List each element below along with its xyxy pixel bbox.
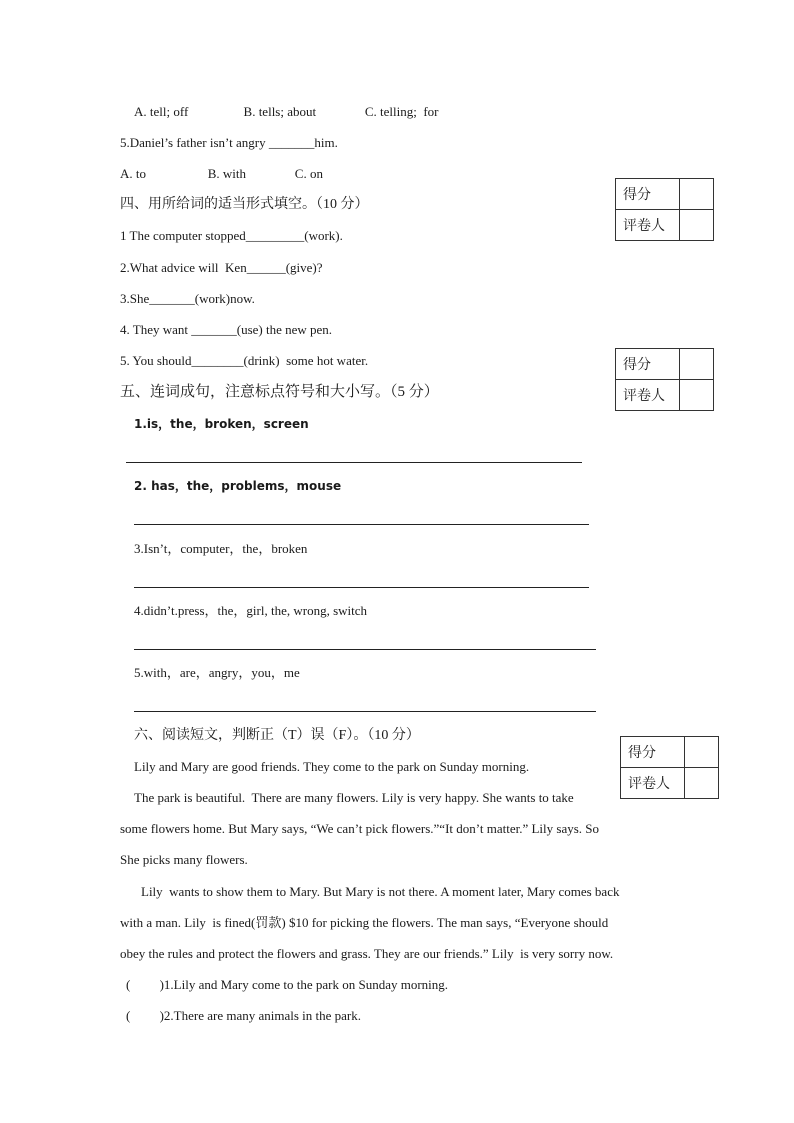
section5-title: 五、连词成句，注意标点符号和大小写。（5 分） (120, 384, 439, 400)
score-cell[interactable] (685, 737, 719, 768)
section4-item: 2.What advice will Ken______(give)? (120, 260, 323, 275)
score-label: 得分 (621, 737, 685, 768)
section6-title: 六、阅读短文，判断正（T）误（F）。（10 分） (134, 728, 420, 743)
answer-line[interactable] (134, 524, 589, 525)
q4-options: A. tell; off B. tells; about C. telling; for (134, 104, 439, 119)
section4-item: 4. They want _______(use) the new pen. (120, 322, 333, 337)
score-box (620, 736, 719, 799)
q5-stem: 5.Daniel’s father isn’t angry _______him. (120, 135, 338, 150)
answer-line[interactable] (126, 462, 582, 463)
grader-label: 评卷人 (621, 768, 685, 799)
section5-item: 5.with，are，angry，you，me (134, 665, 300, 680)
score-box (615, 178, 714, 241)
section5-item: 3.Isn’t，computer，the，broken (134, 541, 308, 556)
section4-title: 四、用所给词的适当形式填空。（10 分） (120, 197, 369, 212)
passage-line: obey the rules and protect the flowers and grass. They are our friends.” Lily is very sorry now. (120, 946, 614, 961)
passage-line: The park is beautiful. There are many flowers. Lily is very happy. She wants to take (134, 790, 574, 805)
score-box (615, 348, 714, 411)
score-cell[interactable] (680, 179, 714, 210)
passage-line: Lily wants to show them to Mary. But Mary is not there. A moment later, Mary comes back (141, 884, 620, 899)
grader-label: 评卷人 (616, 380, 680, 411)
section5-item: 4.didn’t.press，the，girl, the, wrong, switch (134, 603, 368, 618)
section4-item: 5. You should________(drink) some hot water. (120, 353, 369, 368)
grader-cell[interactable] (680, 210, 714, 241)
answer-line[interactable] (134, 649, 596, 650)
passage-line: She picks many flowers. (120, 852, 248, 867)
q5-options: A. to B. with C. on (120, 166, 323, 181)
score-cell[interactable] (680, 349, 714, 380)
passage-line: with a man. Lily is fined(罚款) $10 for picking the flowers. The man says, “Everyone should (120, 915, 609, 930)
section5-item: 1.is，the，broken，screen (134, 417, 309, 431)
tf-question[interactable]: ( )1.Lily and Mary come to the park on Sunday morning. (126, 977, 449, 992)
grader-cell[interactable] (685, 768, 719, 799)
section5-item: 2. has，the，problems，mouse (134, 479, 342, 493)
score-label: 得分 (616, 349, 680, 380)
section4-item: 3.She_______(work)now. (120, 291, 255, 306)
score-label: 得分 (616, 179, 680, 210)
passage-line: Lily and Mary are good friends. They come to the park on Sunday morning. (134, 759, 530, 774)
section4-item: 1 The computer stopped_________(work). (120, 228, 343, 243)
passage-line: some flowers home. But Mary says, “We can’t pick flowers.”“It don’t matter.” Lily says. So (120, 821, 600, 836)
grader-label: 评卷人 (616, 210, 680, 241)
answer-line[interactable] (134, 711, 596, 712)
answer-line[interactable] (134, 587, 589, 588)
tf-question[interactable]: ( )2.There are many animals in the park. (126, 1008, 361, 1023)
grader-cell[interactable] (680, 380, 714, 411)
